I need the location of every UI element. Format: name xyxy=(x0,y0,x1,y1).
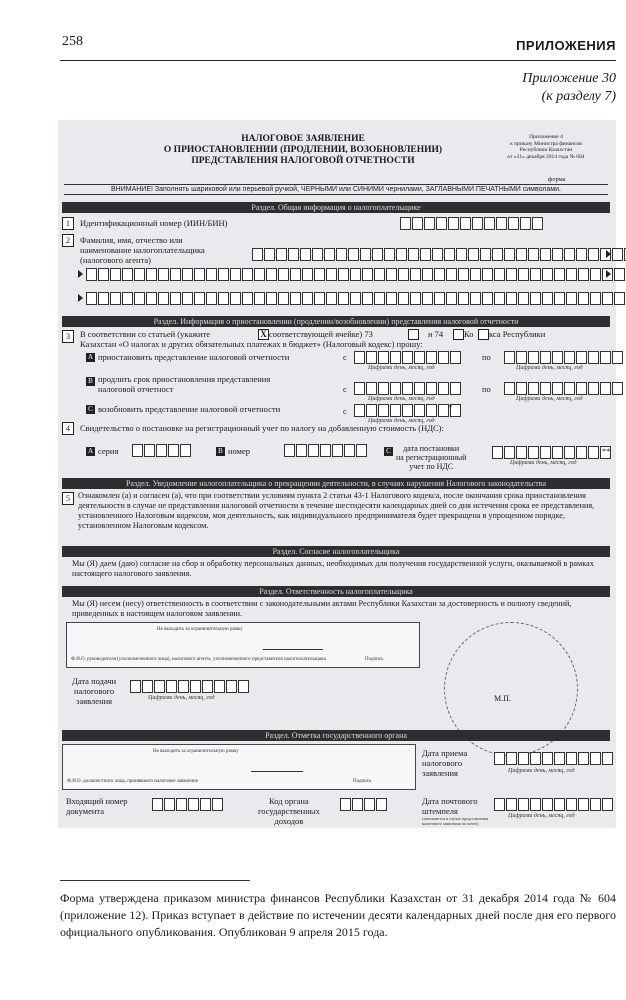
date-hint: Цифрами день, месяц, год xyxy=(368,396,435,402)
taxpayer-signature-box[interactable] xyxy=(66,622,420,668)
signature-note: Подпись xyxy=(353,779,372,784)
section-suspension-info: Раздел. Информация о приостановлении (продлении/возобновлении) представления налоговой отчетности xyxy=(62,316,610,327)
appendix-number: Приложение 30 xyxy=(522,71,616,86)
option-suspend-label: приостановить представление налоговой отчетности xyxy=(98,352,290,362)
article-text-1: В соответствии со статьей (укажите xyxy=(80,329,211,339)
to-label: по xyxy=(482,352,491,362)
seal-label: М.П. xyxy=(494,694,511,703)
label-line: продлить срок приостановления представления xyxy=(98,374,271,384)
arrow-right-icon xyxy=(606,250,611,258)
option-letter-a: A xyxy=(87,353,94,361)
field-number-4: 4 xyxy=(62,422,74,435)
article-text-2: соответствующей ячейке) 73 xyxy=(269,329,373,339)
form-title-line: ПРЕДСТАВЛЕНИЯ НАЛОГОВОЙ ОТЧЕТНОСТИ xyxy=(191,156,415,166)
section-responsibility: Раздел. Ответственность налогоплательщика xyxy=(62,586,610,597)
label-line: заявления xyxy=(422,768,458,778)
tax-form xyxy=(58,120,616,828)
article-text-3: Ко xyxy=(464,329,474,339)
extend-from-date[interactable] xyxy=(354,382,462,395)
boundary-note: Не выходить за ограничительную рамку xyxy=(153,749,239,754)
arrow-right-icon xyxy=(606,270,611,278)
appendix-reference xyxy=(522,70,616,106)
label-line: налоговой отчетност xyxy=(98,384,174,394)
authority-code-cells[interactable] xyxy=(340,798,388,811)
label-line: Дата почтового xyxy=(422,796,478,806)
from-label: с xyxy=(343,384,347,394)
extend-to-date[interactable] xyxy=(504,382,624,395)
label-line: Код органа xyxy=(268,796,309,806)
option-resume-label: возобновить представление налоговой отчетности xyxy=(98,404,281,414)
name-cells-row-2[interactable] xyxy=(86,268,626,281)
option-letter-c: C xyxy=(86,405,95,414)
form-label: форма xyxy=(548,176,566,183)
signature-note: Подпись xyxy=(365,657,384,662)
iin-bin-cells[interactable] xyxy=(400,217,544,230)
date-hint: Цифрами день, месяц, год xyxy=(368,418,435,424)
label-line: документа xyxy=(66,806,105,816)
arrow-right-icon xyxy=(78,270,83,278)
form-title xyxy=(128,134,478,167)
vat-certificate-label: Свидетельство о постановке на регистрационный учет по налогу на добавленную стоимость (НДС): xyxy=(80,423,444,433)
submission-date-label xyxy=(72,676,116,706)
fill-warning: ВНИМАНИЕ! Заполнять шариковой или перьевой ручкой, ЧЕРНЫМИ или СИНИМИ чернилами, ЗАГЛАВНЫМИ ПЕЧАТНЫМИ символами. xyxy=(64,184,608,195)
footnote-marker: * xyxy=(448,402,453,412)
order-note-line: Приложение 4 xyxy=(529,134,563,140)
footnote-marker: ** xyxy=(602,446,611,456)
responsibility-text: Мы (Я) несем (несу) ответственность в соответствии с законодательными актами Республики Казахстан за достоверность и полноту сведений, приведенных в настоящем налоговом заявлении. xyxy=(72,599,572,618)
date-hint: Цифрами день, месяц, год xyxy=(510,460,577,466)
postmark-date-label xyxy=(422,796,478,816)
consent-text: Мы (Я) даем (даю) согласие на сбор и обработку персональных данных, необходимых для получения государственной услуги, оказываемой в рамках настоящего налогового заявления. xyxy=(72,559,594,578)
boundary-note: Не выходить за ограничительную рамку xyxy=(157,627,243,632)
field-number-3: 3 xyxy=(62,330,74,343)
from-label: с xyxy=(343,352,347,362)
section-general-info: Раздел. Общая информация о налогоплательщике xyxy=(62,202,610,213)
arrow-right-icon xyxy=(78,294,83,302)
resume-from-date[interactable] xyxy=(354,404,462,417)
label-line: налогового xyxy=(74,686,115,696)
section-termination-notice: Раздел. Уведомление налогоплательщика о прекращении деятельности, в случаях нарушения Налогового законодательства xyxy=(62,478,610,489)
article-text-4: кса Республики xyxy=(489,329,546,339)
checkbox-marked[interactable]: X xyxy=(258,329,269,340)
incoming-number-label xyxy=(66,796,128,816)
label-line: доходов xyxy=(274,816,304,826)
fio-note: Ф.И.О. должностного лица, принявшего налоговое заявление xyxy=(67,779,198,784)
taxpayer-name-label xyxy=(80,235,205,265)
label-line: (налогового агента) xyxy=(80,255,151,265)
label-line: государственных xyxy=(258,806,320,816)
postmark-note: (заполняется в случае представления налогового заявления по почте) xyxy=(422,816,489,826)
label-line: Входящий номер xyxy=(66,796,128,806)
checkbox-article-74[interactable] xyxy=(453,329,464,340)
order-note-line: к приказу Министра финансов xyxy=(510,140,582,147)
date-hint: Цифрами день, месяц, год xyxy=(508,813,575,819)
option-extend-label xyxy=(98,374,270,394)
option-letter-b: B xyxy=(216,447,225,456)
field-number-2: 2 xyxy=(62,234,74,247)
section-authority-mark: Раздел. Отметка государственного органа xyxy=(62,730,610,741)
name-cells-row-3[interactable] xyxy=(86,292,626,305)
page-number: 258 xyxy=(62,34,83,49)
label-line: штемпеля xyxy=(422,806,458,816)
label-line: налогового xyxy=(422,758,463,768)
iin-bin-label: Идентификационный номер (ИИН/БИН) xyxy=(80,218,228,228)
date-hint: Цифрами день, месяц, год xyxy=(148,695,215,701)
option-letter-a: A xyxy=(87,447,94,455)
field-number-5: 5 xyxy=(62,492,74,505)
appendix-section: (к разделу 7) xyxy=(541,89,616,104)
section-consent: Раздел. Согласие налогоплательщика xyxy=(62,546,610,557)
vat-date-cells[interactable] xyxy=(492,446,612,459)
submission-date-cells[interactable] xyxy=(130,680,250,693)
date-hint: Цифрами день, месяц, год xyxy=(508,768,575,774)
running-header: ПРИЛОЖЕНИЯ xyxy=(516,38,616,53)
vat-series-label: серия xyxy=(98,446,119,456)
to-label: по xyxy=(482,384,491,394)
signature-line xyxy=(251,771,303,772)
header-rule xyxy=(60,60,616,61)
termination-notice-text: Ознакомлен (а) и согласен (а), что при соответствии условиям пункта 2 статьи 43-1 Налогового кодекса, после окончания срока приостановления деятельности в случае не представления налоговой отчетности в течение шестидесяти календарных дней со дня истечения срока ее представления, установленного Налоговым кодексом, моя деятельность, как индивидуального предпринимателя будет прекращена в упрощенном порядке, установленном Налоговым кодексом. xyxy=(78,491,595,530)
label-line: Дата подачи xyxy=(72,676,117,686)
suspend-to-date[interactable] xyxy=(504,351,624,364)
form-title-line: НАЛОГОВОЕ ЗАЯВЛЕНИЕ xyxy=(241,134,365,144)
footnote-text: Форма утверждена приказом министра финансов Республики Казахстан от 31 декабря 2014 года № 604 (приложение 12). Приказ вступает в действие по истечении десяти календарных дней после дня его первого официального опубликования. Опубликован 9 апреля 2015 года. xyxy=(60,891,616,939)
label-line: Дата приема xyxy=(422,748,468,758)
incoming-number-cells[interactable] xyxy=(152,798,224,811)
label-line: заявления xyxy=(76,696,113,706)
date-hint: Цифрами день, месяц, год xyxy=(368,365,435,371)
label-line: наименование налогоплательщика xyxy=(80,245,205,255)
officer-signature-box[interactable] xyxy=(62,744,416,790)
receipt-date-label xyxy=(422,748,467,778)
label-line: на регистрационный xyxy=(396,453,467,462)
vat-date-label xyxy=(396,444,466,471)
from-label: с xyxy=(343,406,347,416)
article-text-line2: Казахстан «О налогах и других обязательных платежах в бюджет» (Налоговый кодекс) прошу: xyxy=(80,339,423,349)
order-note-line: Республики Казахстан xyxy=(519,147,573,153)
suspend-from-date[interactable] xyxy=(354,351,462,364)
name-cells-row-1[interactable] xyxy=(252,248,626,261)
date-hint: Цифрами день, месяц, год xyxy=(516,365,583,371)
date-hint: Цифрами день, месяц, год xyxy=(516,396,583,402)
fio-note: Ф.И.О. руководителя (уполномоченного лица), налогового агента, уполномоченного представителя налогоплательщика xyxy=(71,657,326,662)
postmark-date-cells[interactable] xyxy=(494,798,614,811)
signature-line xyxy=(263,649,323,650)
label-line: учет по НДС xyxy=(409,462,454,471)
field-number-1: 1 xyxy=(62,217,74,230)
option-letter-b: B xyxy=(86,377,95,386)
order-note xyxy=(484,134,608,160)
form-title-line: О ПРИОСТАНОВЛЕНИИ (ПРОДЛЕНИИ, ВОЗОБНОВЛЕНИИ) xyxy=(163,145,443,155)
checkbox-code[interactable] xyxy=(478,329,489,340)
vat-number-label: номер xyxy=(228,446,251,456)
label-line: Фамилия, имя, отчество или xyxy=(80,235,183,245)
receipt-date-cells[interactable] xyxy=(494,752,614,765)
article-text-and: и 74 xyxy=(428,329,444,339)
footnote-rule xyxy=(60,880,250,881)
order-note-line: от «31» декабря 2014 года № 604 xyxy=(507,153,585,160)
option-letter-c: C xyxy=(384,447,393,456)
authority-code-label xyxy=(258,796,320,826)
vat-series-cells[interactable] xyxy=(132,444,192,457)
label-line: дата постановки xyxy=(403,444,460,453)
vat-number-cells[interactable] xyxy=(284,444,368,457)
